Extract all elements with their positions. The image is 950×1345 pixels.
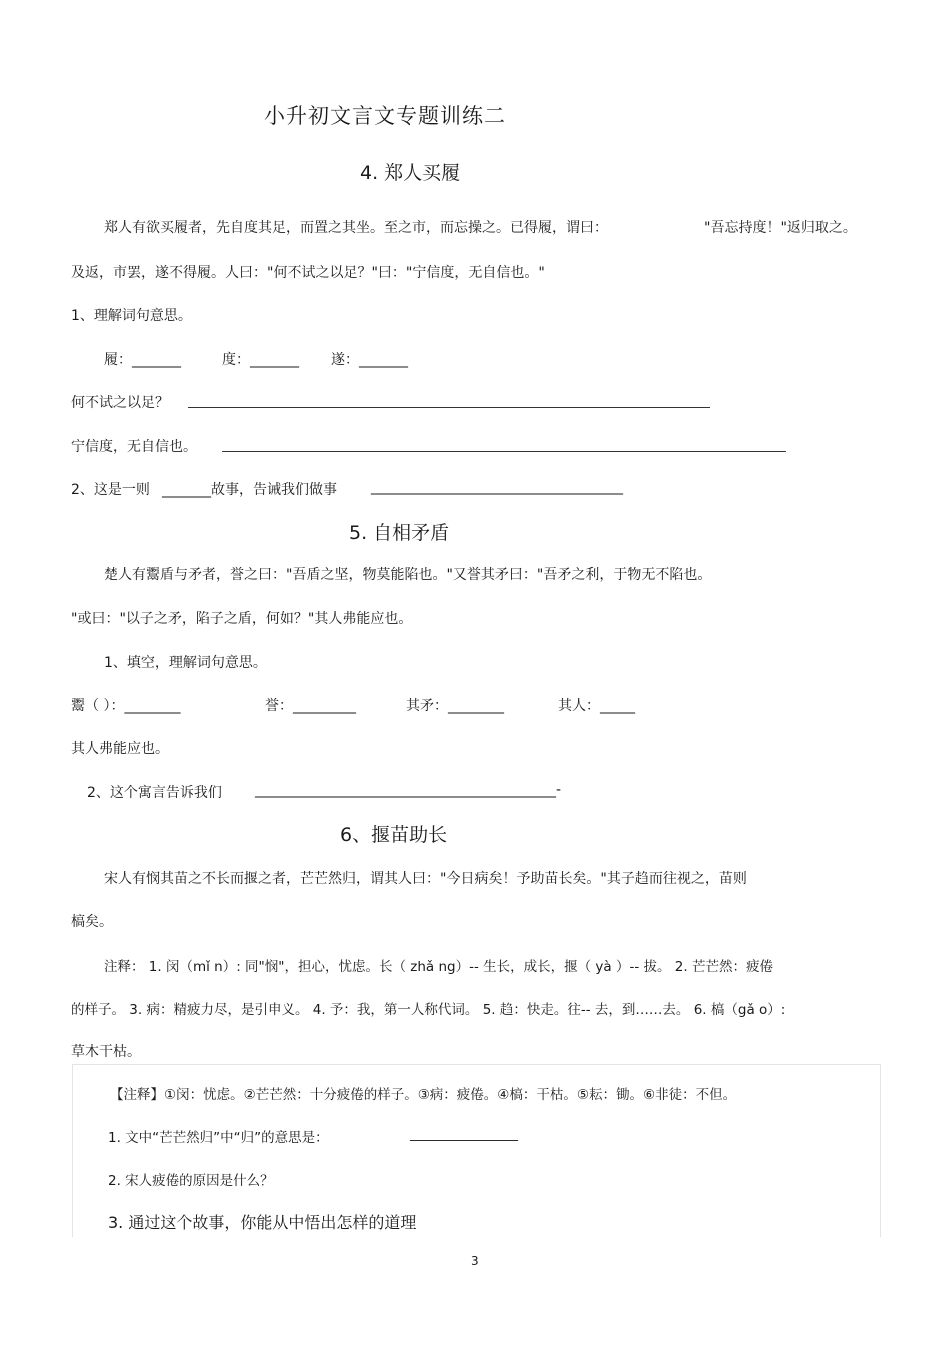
s4-question-2a: 2、这是一则 (71, 482, 150, 498)
s5-fill-3: 其矛：________ (406, 698, 504, 714)
s5-fill-4: 其人：_____ (558, 698, 635, 714)
section-4-heading: 4. 郑人买履 (360, 162, 461, 184)
s4-passage-line-1a: 郑人有欲买履者，先自度其足，而置之其坐。至之市，而忘操之。已得履，谓曰： (104, 220, 608, 236)
s4-passage-line-2: 及返，市罢，遂不得履。人曰："何不试之以足？"曰："宁信度，无自信也。" (71, 265, 545, 281)
s5-fill-1: 鬻（ ）：________ (71, 698, 181, 714)
s5-passage-line-2: "或曰："以子之矛，陷子之盾，何如？"其人弗能应也。 (71, 611, 413, 627)
box-question-2: 2. 宋人疲倦的原因是什么？ (108, 1173, 274, 1189)
s6-passage-line-2: 槁矣。 (71, 914, 113, 930)
s4-question-1b: 宁信度，无自信也。 (71, 439, 197, 455)
s4-answer-line-2[interactable]: ____________________________________ (371, 479, 623, 495)
s6-notes-line-1: 注释： 1. 闵（mǐ n）: 同"悯"，担心，忧虑。长（ zhǎ ng）-- 生长，成长，揠（ yà ）-- 拔。 2. 芒芒然：疲倦 (104, 959, 773, 975)
s5-sentence: 其人弗能应也。 (71, 741, 169, 757)
section-6-heading: 6、揠苗助长 (340, 824, 448, 846)
box-note: 【注释】①闵：忧虑。②芒芒然：十分疲倦的样子。③病：疲倦。④槁：干枯。⑤耘：锄。⑥非徒：不但。 (110, 1087, 737, 1103)
box-answer-line-1[interactable]: ________________ (410, 1126, 518, 1142)
s5-fill-2: 誉：_________ (265, 698, 356, 714)
s4-passage-line-1b: "吾忘持度！"返归取之。 (704, 220, 857, 236)
box-question-3: 3. 通过这个故事，你能从中悟出怎样的道理 (108, 1213, 417, 1232)
s4-vocab-3: 遂：_______ (331, 352, 408, 368)
s4-vocab-2: 度：_______ (222, 352, 299, 368)
s5-question-1: 1、填空，理解词句意思。 (104, 655, 267, 671)
s4-vocab-1: 履：_______ (104, 352, 181, 368)
s6-notes-line-2: 的样子。 3. 病：精疲力尽，是引申义。 4. 予：我，第一人称代词。 5. 趋：快走。往-- 去，到……去。 6. 槁（gǎ o）: (71, 1002, 786, 1018)
s4-question-1a: 何不试之以足？ (71, 395, 169, 411)
s4-answer-line-1b[interactable] (222, 451, 786, 452)
s6-notes-line-3: 草木干枯。 (71, 1044, 141, 1060)
s5-answer-line-2[interactable]: ___________________________________________- (255, 782, 562, 798)
s4-question-2b: _______故事，告诫我们做事 (162, 482, 337, 498)
s5-question-2: 2、这个寓言告诉我们 (87, 785, 222, 801)
s4-answer-line-1a[interactable] (188, 407, 710, 408)
section-5-heading: 5. 自相矛盾 (349, 522, 450, 544)
s5-passage-line-1: 楚人有鬻盾与矛者，誉之曰："吾盾之坚，物莫能陷也。"又誉其矛曰："吾矛之利，于物无不陷也。 (104, 567, 712, 583)
s4-question-1: 1、理解词句意思。 (71, 308, 192, 324)
page-number: 3 (471, 1254, 479, 1268)
box-question-1: 1. 文中“芒芒然归”中“归”的意思是： (108, 1130, 329, 1146)
s6-passage-line-1: 宋人有悯其苗之不长而揠之者，芒芒然归，谓其人曰："今日病矣！予助苗长矣。"其子趋而往视之，苗则 (104, 871, 747, 887)
page-title: 小升初文言文专题训练二 (264, 104, 506, 128)
